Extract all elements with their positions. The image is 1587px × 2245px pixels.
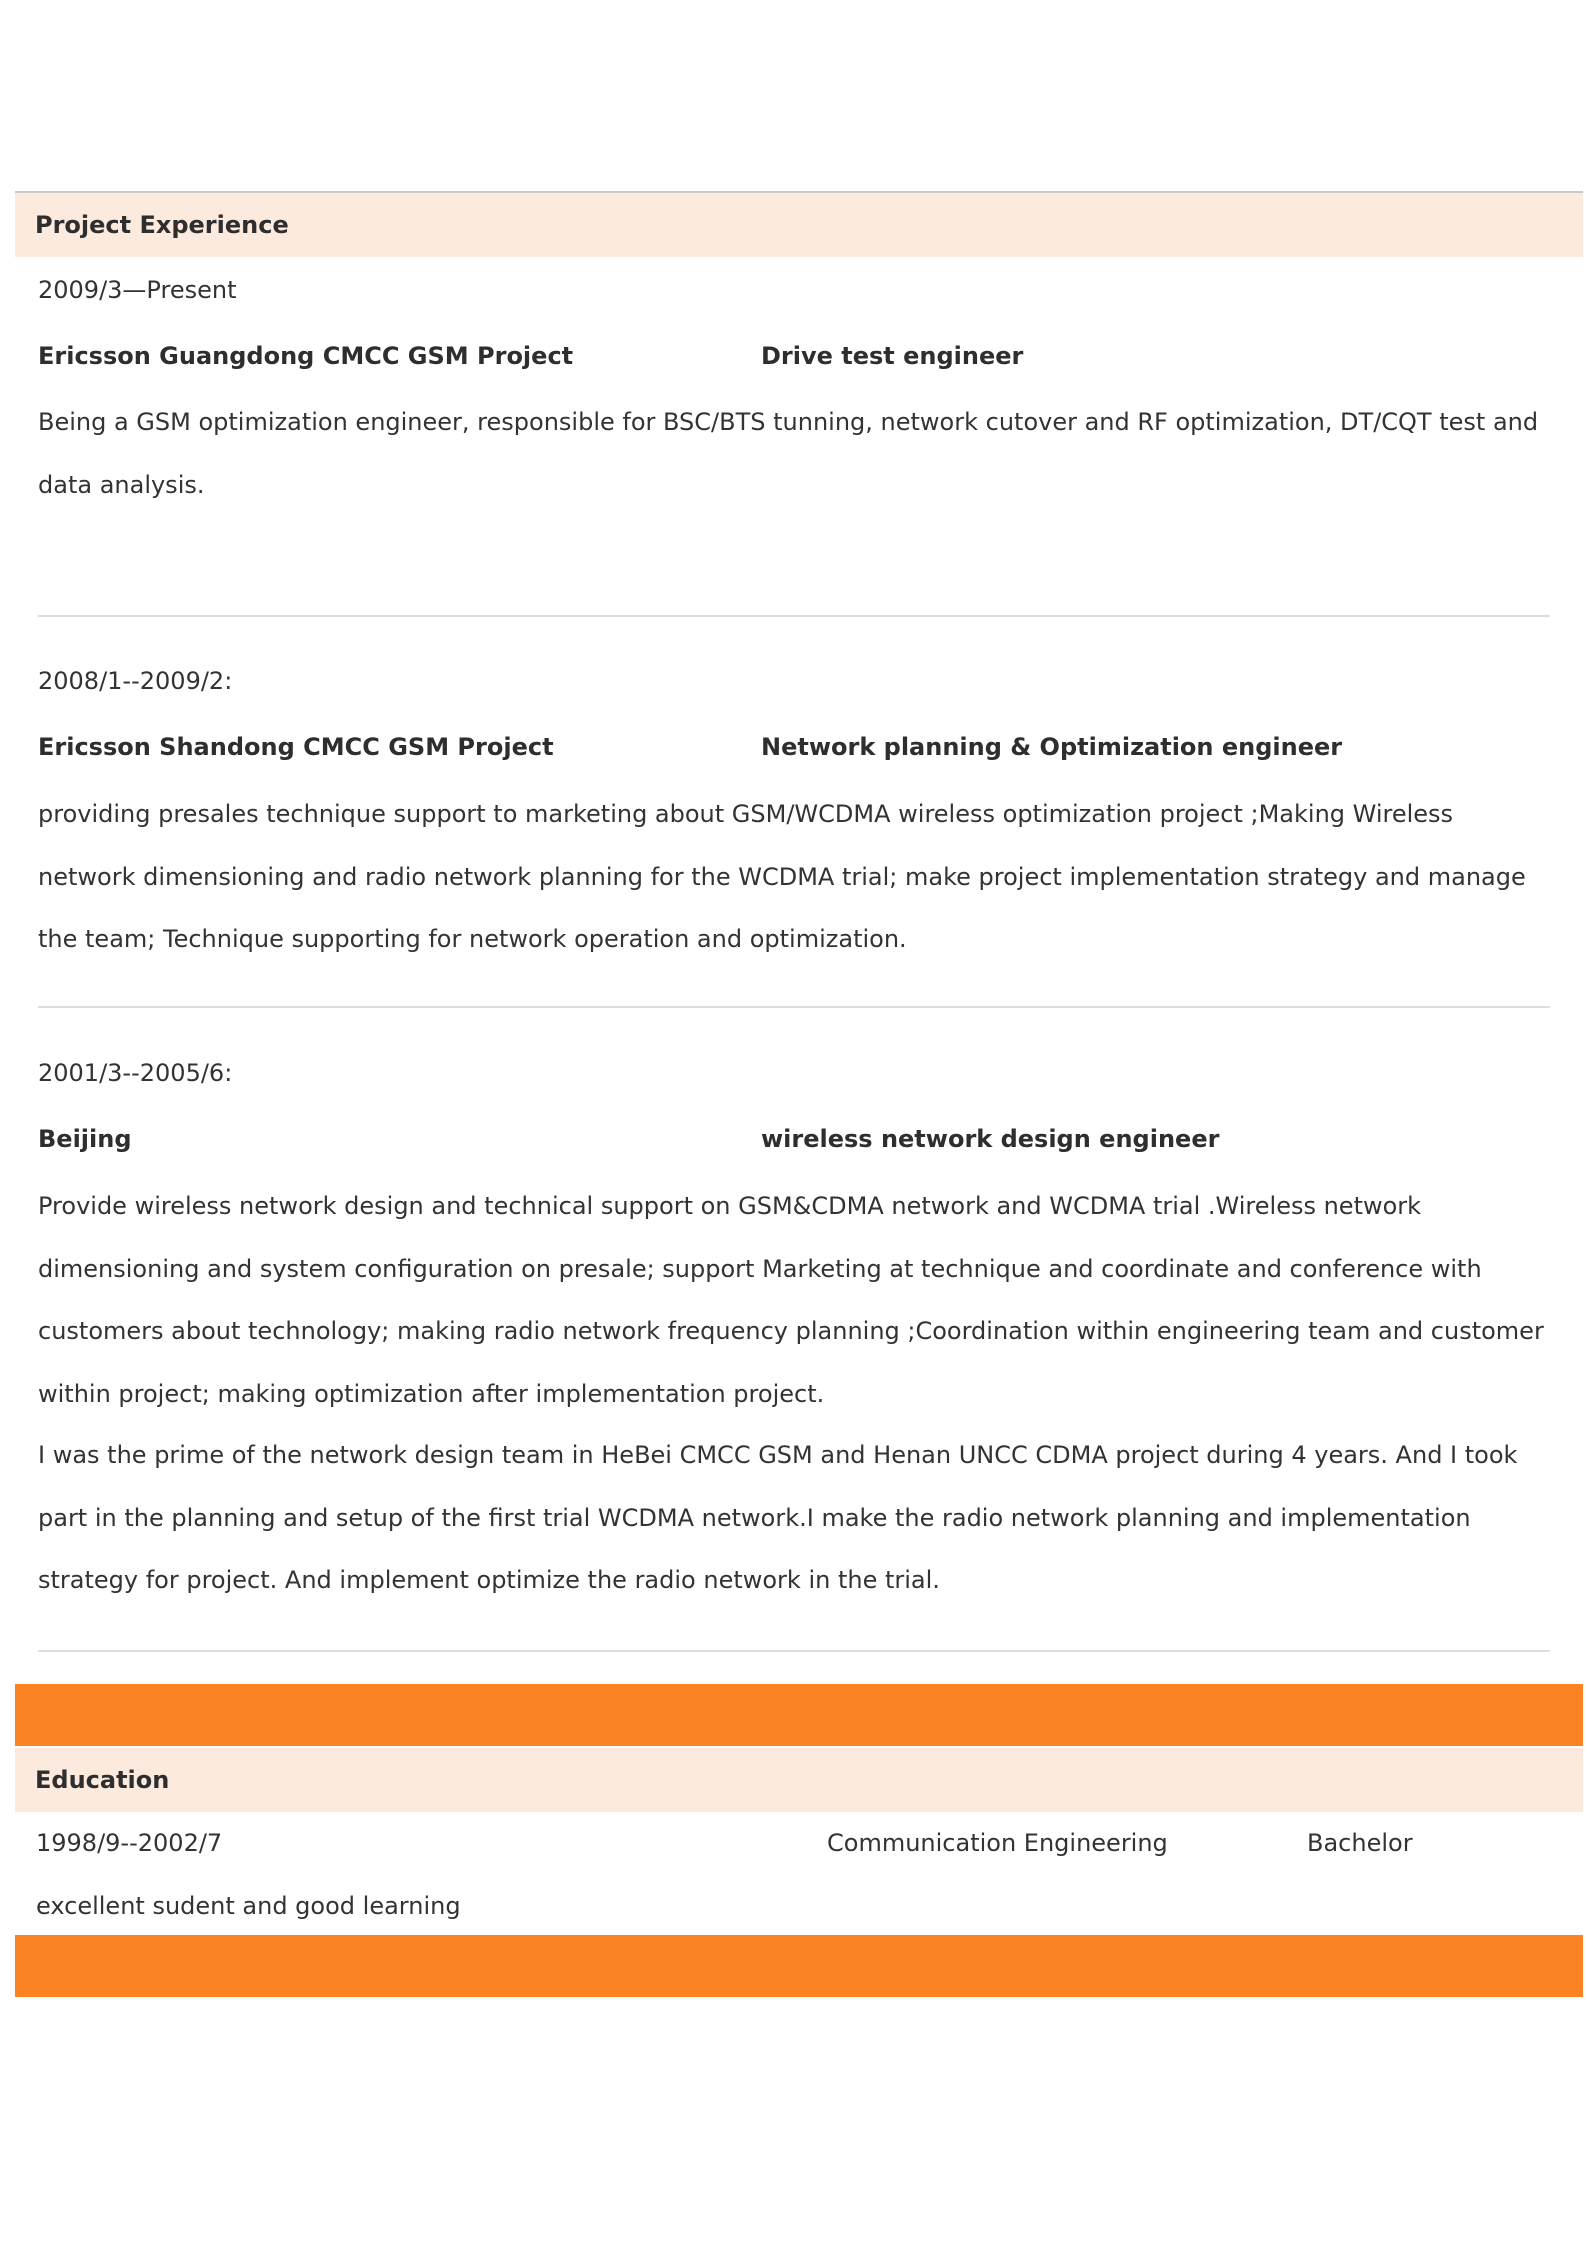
entry-3-period: 2001/3--2005/6: [38, 1059, 233, 1087]
entry-1-period: 2009/3—Present [38, 276, 237, 304]
entry-1-company: Ericsson Guangdong CMCC GSM Project [38, 342, 574, 370]
entry-3-company: Beijing [38, 1125, 132, 1153]
entry-1-description: Being a GSM optimization engineer, responsible for BSC/BTS tunning, network cutover and RF optimization, DT/CQT test and data analysis. [38, 408, 1539, 499]
entry-2-company: Ericsson Shandong CMCC GSM Project [38, 733, 554, 761]
entry-2-divider [38, 1006, 1550, 1008]
project-experience-header: Project Experience [15, 193, 1583, 257]
entry-3-description-2: I was the prime of the network design team in HeBei CMCC GSM and Henan UNCC CDMA project during 4 years. And I took part in the planning and setup of the first trial WCDMA network.I make the radio network planning and implementation strategy for project. And implement optimize the radio network in the trial. [38, 1441, 1518, 1594]
footer-bar [15, 1935, 1583, 1997]
entry-2-period: 2008/1--2009/2: [38, 667, 233, 695]
entry-2-role: Network planning & Optimization engineer [761, 733, 1343, 761]
entry-1-role: Drive test engineer [761, 342, 1024, 370]
entry-2-description: providing presales technique support to marketing about GSM/WCDMA wireless optimization project ;Making Wireless network dimensioning and radio network planning for the WCDMA trial; make project implementation strategy and manage the team; Technique supporting for network operation and optimization. [38, 800, 1526, 953]
education-period: 1998/9--2002/7 [36, 1829, 223, 1857]
education-header: Education [15, 1748, 1583, 1812]
entry-3-description-1: Provide wireless network design and technical support on GSM&CDMA network and WCDMA trial .Wireless network dimensioning and system configuration on presale; support Marketing at technique and coordinate and conference with customers about technology; making radio network frequency planning ;Coordination within engineering team and customer within project; making optimization after implementation project. [38, 1192, 1544, 1408]
education-note: excellent sudent and good learning [36, 1892, 461, 1920]
entry-3-divider [38, 1650, 1550, 1652]
education-major: Communication Engineering [827, 1829, 1168, 1857]
entry-1-divider [38, 615, 1550, 617]
section-separator-bar [15, 1684, 1583, 1746]
education-degree: Bachelor [1307, 1829, 1413, 1857]
entry-3-role: wireless network design engineer [761, 1125, 1220, 1153]
